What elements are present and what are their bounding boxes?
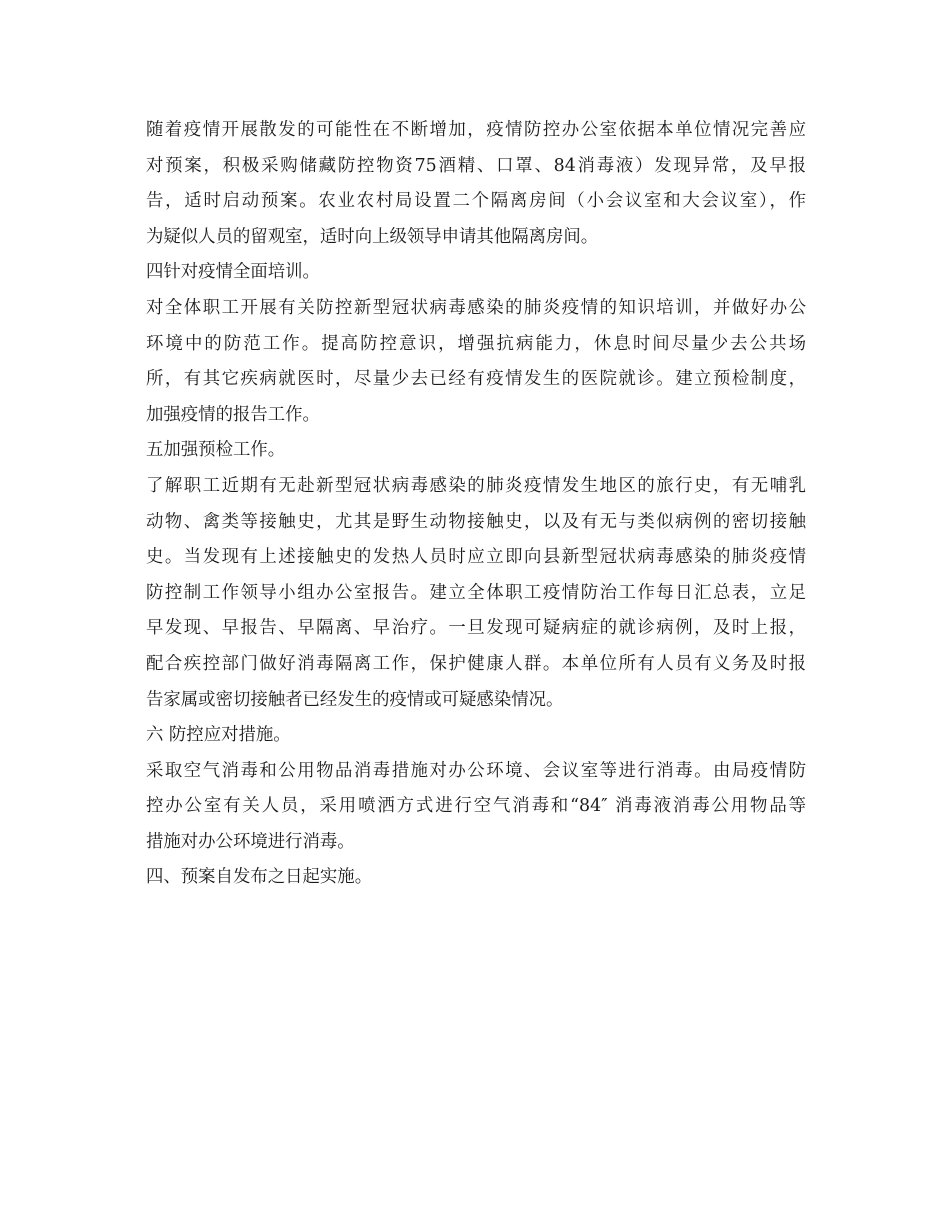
text-line: 告家属或密切接触者已经发生的疫情或可疑感染情况。	[146, 689, 564, 710]
text-line: 控办公室有关人员，采用喷洒方式进行空气消毒和“84″ 消毒液消毒公用物品等	[146, 796, 806, 817]
section-heading-precheck: 五加强预检工作。	[146, 440, 286, 461]
text-line: 早发现、早报告、早隔离、早治疗。一旦发现可疑病症的就诊病例，及时上报，	[146, 618, 806, 639]
text-line: 环境中的防范工作。提高防控意识，增强抗病能力，休息时间尽量少去公共场	[146, 333, 806, 354]
text-line: 措施对办公环境进行消毒。	[146, 831, 355, 852]
text-line: 动物、禽类等接触史，尤其是野生动物接触史，以及有无与类似病例的密切接触	[146, 511, 806, 532]
text-line: 为疑似人员的留观室，适时向上级领导申请其他隔离房间。	[146, 226, 599, 247]
text-line: 告，适时启动预案。农业农村局设置二个隔离房间（小会议室和大会议室），作	[146, 191, 806, 212]
text-line: 对全体职工开展有关防控新型冠状病毒感染的肺炎疫情的知识培训，并做好办公	[146, 297, 806, 318]
section-heading-measures: 六 防控应对措施。	[146, 725, 291, 746]
text-line: 随着疫情开展散发的可能性在不断增加，疫情防控办公室依据本单位情况完善应	[146, 120, 806, 140]
paragraph-stockpile	[146, 113, 806, 255]
text-line: 了解职工近期有无赴新型冠状病毒感染的肺炎疫情发生地区的旅行史，有无哺乳	[146, 475, 806, 496]
section-heading-training: 四针对疫情全面培训。	[146, 262, 320, 283]
paragraph-training	[146, 291, 806, 433]
text-line: 所，有其它疾病就医时，尽量少去已经有疫情发生的医院就诊。建立预检制度，	[146, 369, 806, 390]
text-line: 史。当发现有上述接触史的发热人员时应立即向县新型冠状病毒感染的肺炎疫情	[146, 547, 806, 568]
text-line: 对预案，积极采购储藏防控物资75酒精、口罩、84消毒液）发现异常，及早报	[146, 155, 806, 176]
text-line: 配合疾控部门做好消毒隔离工作，保护健康人群。本单位所有人员有义务及时报	[146, 653, 806, 674]
document-body	[146, 113, 806, 896]
paragraph-measures	[146, 754, 806, 861]
text-line: 防控制工作领导小组办公室报告。建立全体职工疫情防治工作每日汇总表，立足	[146, 582, 806, 603]
text-line: 采取空气消毒和公用物品消毒措施对办公环境、会议室等进行消毒。由局疫情防	[146, 760, 806, 781]
paragraph-precheck	[146, 469, 806, 718]
text-line: 加强疫情的报告工作。	[146, 404, 320, 425]
section-heading-effective: 四、预案自发布之日起实施。	[146, 867, 373, 888]
